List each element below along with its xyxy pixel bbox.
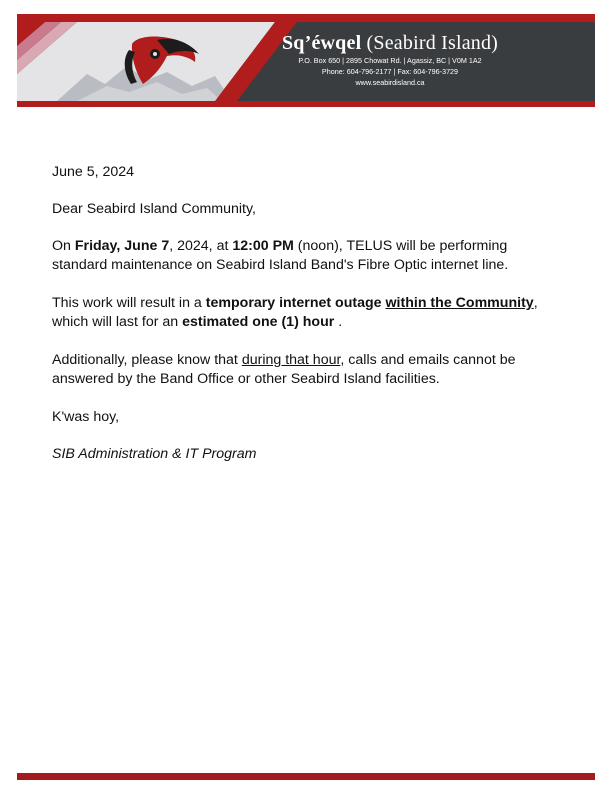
maintenance-date: Friday, June 7 (74, 238, 170, 254)
letter-body (52, 163, 562, 464)
maintenance-time: 12:00 PM (232, 238, 294, 254)
text-run: Additionally, please know that (52, 352, 242, 368)
organization-name-english: (Seabird Island) (366, 32, 499, 54)
footer-band (17, 773, 595, 780)
paragraph-service-impact (52, 351, 562, 389)
text-run: , which will last for an (52, 295, 538, 330)
paragraph-maintenance-notice (52, 237, 562, 275)
outage-emphasis: temporary internet outage (205, 295, 382, 311)
letter-salutation: Dear Seabird Island Community, (52, 201, 256, 217)
outage-duration: estimated one (1) hour (182, 314, 335, 330)
letterhead-contact-block (240, 32, 540, 88)
mailing-address: P.O. Box 650 | 2895 Chowat Rd. | Agassiz, BC | V0M 1A2 (298, 56, 482, 65)
impact-window: during that hour (241, 352, 341, 368)
phone-fax: Phone: 604-796-2177 | Fax: 604-796-3729 (321, 67, 459, 76)
text-run: On (52, 238, 75, 254)
letterhead-top-band (17, 14, 595, 22)
letterhead-bottom-band (17, 101, 595, 107)
text-run: (noon), TELUS will be performing standard maintenance on Seabird Island Band's Fibre Optic internet line. (52, 238, 509, 273)
text-run: This work will result in a (52, 295, 206, 311)
text-run: , calls and emails cannot be answered by the Band Office or other Seabird Island facilities. (52, 352, 516, 387)
letterhead (17, 14, 595, 107)
paragraph-outage-details (52, 294, 562, 332)
letter-signature: SIB Administration & IT Program (52, 446, 257, 462)
letter-closing: K'was hoy, (52, 409, 120, 425)
organization-name (240, 32, 540, 55)
text-run: . (334, 314, 343, 330)
outage-scope: within the Community (385, 295, 534, 311)
letter-date: June 5, 2024 (52, 164, 135, 180)
organization-name-main: Sq’éwqel (281, 32, 362, 54)
text-run: , 2024, at (169, 238, 233, 254)
website-link[interactable]: www.seabirdisland.ca (355, 78, 425, 87)
